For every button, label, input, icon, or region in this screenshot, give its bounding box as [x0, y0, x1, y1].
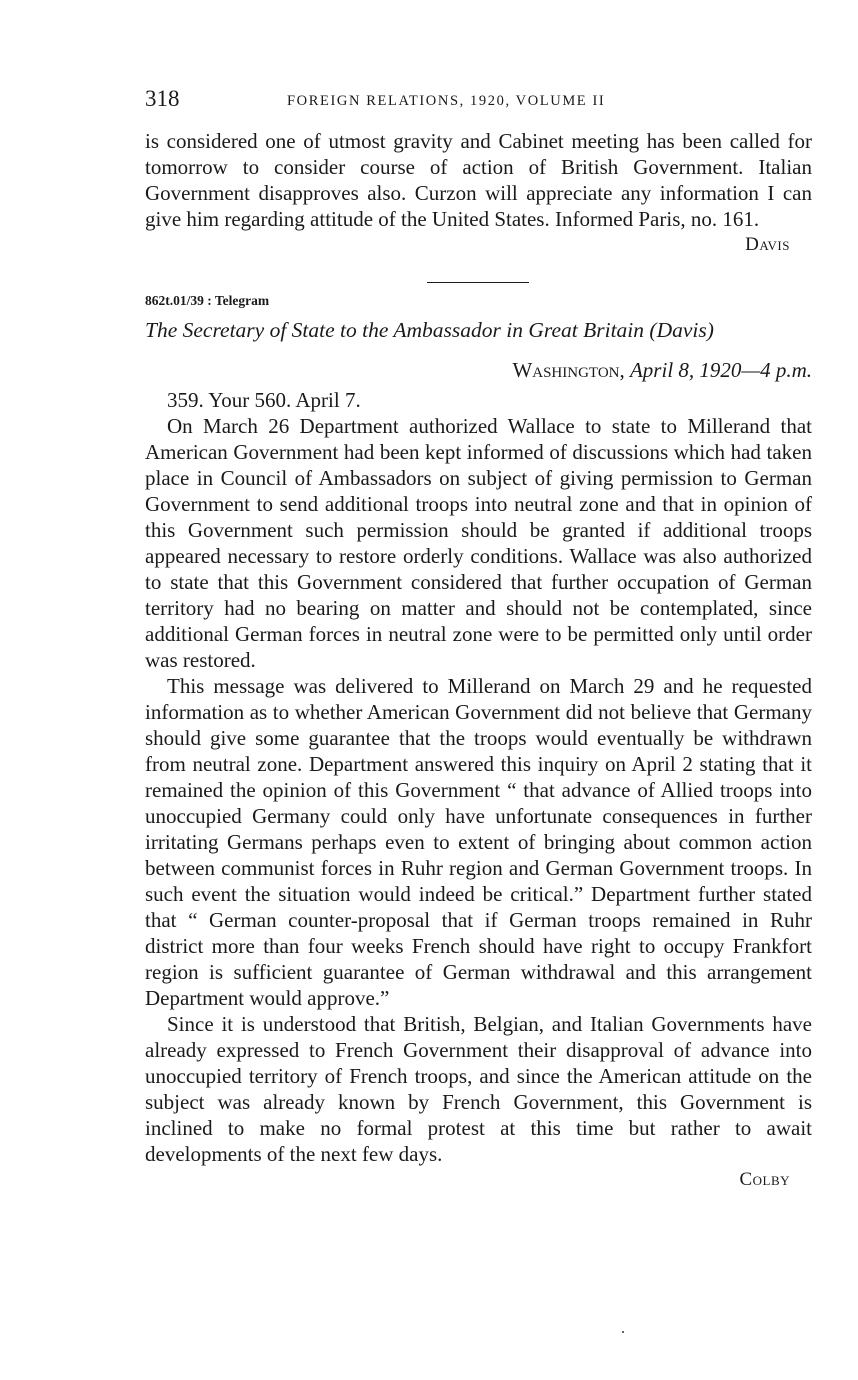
stray-mark [622, 1331, 624, 1333]
file-reference: 862t.01/39 : Telegram [145, 293, 270, 308]
signature-colby: Colby [739, 1169, 790, 1190]
body-paragraph-1: On March 26 Department authorized Wallace to state to Millerand that American Government had been kept informed of discussions which had taken place in Council of Ambassadors on subject of giving permission to German Government to send additional troops into neutral zone and that in opinion of this Government such permission should be granted if additional troops appeared necessary to restore orderly conditions. Wallace was also authorized to state that this Government considered that further occupation of German territory had no bearing on matter and should not be contemplated, since additional German forces in neutral zone were to be permitted only until order was restored. [145, 414, 812, 672]
document-title: The Secretary of State to the Ambassador in Great Britain (Davis) [145, 318, 714, 342]
section-divider [427, 282, 529, 283]
running-title: FOREIGN RELATIONS, 1920, VOLUME II [287, 93, 606, 109]
continued-paragraph: is considered one of utmost gravity and Cabinet meeting has been called for tomorrow to consider course of action of British Government. Italian Government disapproves also. Curzon will appreciate any information I can give him regarding attitude of the United States. Informed Paris, no. 161. [145, 129, 812, 231]
body-paragraph-3: Since it is understood that British, Belgian, and Italian Governments have already expressed to French Government their disapproval of advance into unoccupied territory of French troops, and since the American attitude on the subject was already known by French Government, this Government is inclined to make no formal protest at this time but rather to await developments of the next few days. [145, 1012, 812, 1166]
telegram-number-line: 359. Your 560. April 7. [167, 388, 361, 412]
dateline [145, 357, 812, 383]
running-head [145, 86, 812, 116]
body-paragraph-2: This message was delivered to Millerand on March 29 and he requested information as to whether American Government did not believe that Germany should give some guarantee that the troops would eventually be withdrawn from neutral zone. Department answered this inquiry on April 2 stating that it remained the opinion of this Government “ that advance of Allied troops into unoccupied Germany could only have unfortunate consequences in further irritating Germans perhaps even to extent of bringing about common action between communist forces in Ruhr region and German Government troops. In such event the situation would indeed be critical.” Department further stated that “ German counter-proposal that if German troops remained in Ruhr district more than four weeks French should have right to occupy Frankfort region is sufficient guarantee of German withdrawal and this arrangement Department would approve.” [145, 674, 812, 1010]
page-number: 318 [145, 86, 180, 111]
dateline-date: April 8, 1920—4 p.m. [629, 358, 812, 382]
document-page [145, 86, 812, 1191]
dateline-place: Washington, [512, 358, 625, 382]
signature-davis: Davis [745, 234, 790, 255]
